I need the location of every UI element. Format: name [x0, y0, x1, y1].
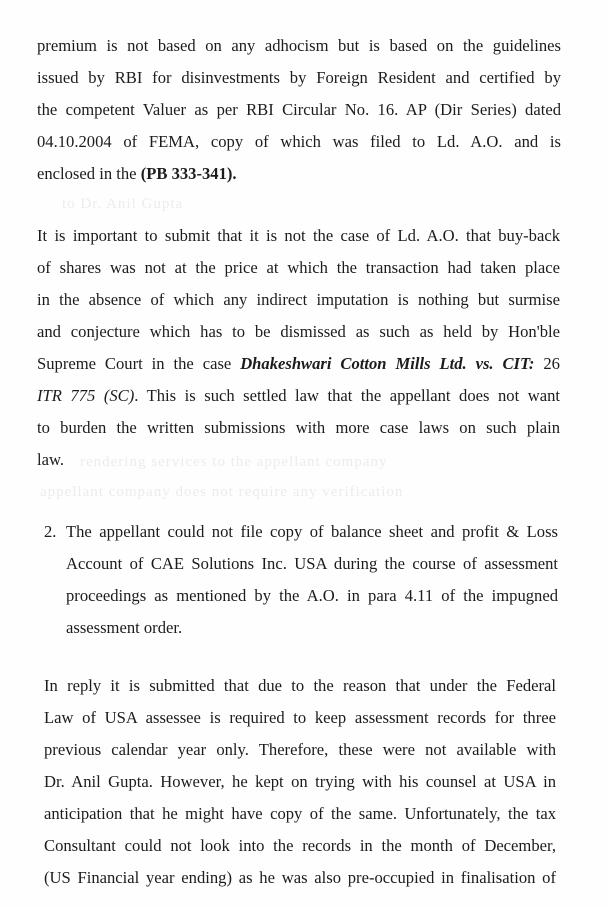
text-line: assessment order.	[66, 618, 183, 637]
text-line: It is important to submit that it is not the case of Ld. A.O. that buy-back	[37, 226, 560, 245]
text-line: Account of CAE Solutions Inc. USA during the course of assessment	[66, 554, 558, 573]
text-fragment: Supreme Court in the case	[37, 354, 241, 373]
bleed-through-text: rendering services to the appellant company	[80, 454, 388, 470]
text-fragment: enclosed in the	[37, 164, 141, 183]
text-line: previous calendar year only. Therefore, these were not available with	[44, 740, 556, 759]
text-line: proceedings as mentioned by the A.O. in para 4.11 of the impugned	[66, 586, 558, 605]
text-line: Law of USA assessee is required to keep assessment records for three	[44, 708, 556, 727]
text-line	[37, 158, 561, 190]
text-line: Dr. Anil Gupta. However, he kept on trying with his counsel at USA in	[44, 772, 556, 791]
bleed-through-text: to Dr. Anil Gupta	[62, 196, 184, 212]
text-line: the competent Valuer as per RBI Circular No. 16. AP (Dir Series) dated	[37, 100, 561, 119]
text-line: law.	[37, 450, 65, 469]
text-line	[37, 348, 560, 380]
text-line: 04.10.2004 of FEMA, copy of which was filed to Ld. A.O. and is	[37, 132, 561, 151]
text-line: (US Financial year ending) as he was also pre-occupied in finalisation of	[44, 868, 556, 887]
text-line: of shares was not at the price at which the transaction had taken place	[37, 258, 560, 277]
paragraph-reply	[44, 670, 556, 894]
case-name: Dhakeshwari Cotton Mills Ltd. vs. CIT:	[240, 354, 535, 373]
text-line: In reply it is submitted that due to the reason that under the Federal	[44, 676, 556, 695]
text-fragment: . This is such settled law that the appellant does not want	[134, 386, 560, 405]
text-line: and conjecture which has to be dismissed as such as held by Hon'ble	[37, 322, 560, 341]
page-book-citation: (PB 333-341).	[140, 164, 237, 183]
text-line: issued by RBI for disinvestments by Foreign Resident and certified by	[37, 68, 561, 87]
text-line: The appellant could not file copy of balance sheet and profit & Loss	[66, 522, 558, 541]
text-line: Consultant could not look into the records in the month of December,	[44, 836, 556, 855]
paragraph-valuation	[37, 30, 561, 190]
list-number: 2.	[44, 522, 57, 541]
text-line: in the absence of which any indirect imputation is nothing but surmise	[37, 290, 560, 309]
paragraph-buyback-argument	[37, 220, 560, 476]
bleed-through-text: appellant company does not require any verification	[40, 484, 404, 500]
text-fragment: 26	[534, 354, 560, 373]
case-citation: ITR 775 (SC)	[37, 386, 135, 405]
text-line: to burden the written submissions with more case laws on such plain	[37, 418, 560, 437]
text-line	[37, 380, 560, 412]
list-item-body	[66, 516, 558, 644]
text-line: premium is not based on any adhocism but is based on the guidelines	[37, 36, 561, 55]
text-line: anticipation that he might have copy of the same. Unfortunately, the tax	[44, 804, 556, 823]
